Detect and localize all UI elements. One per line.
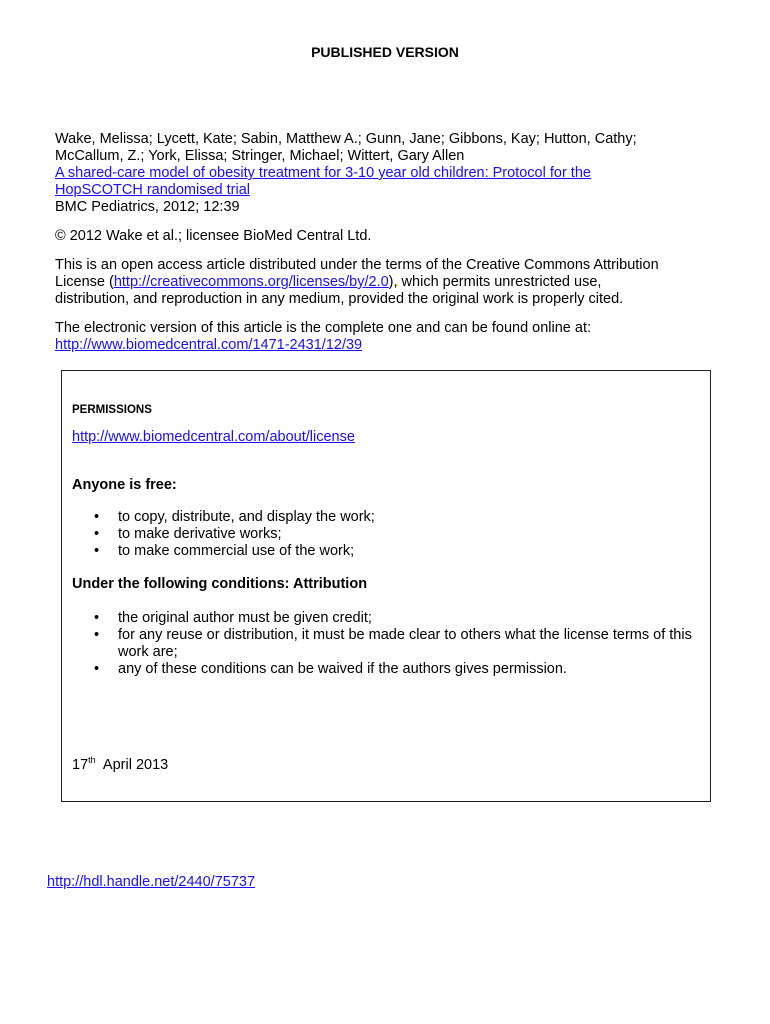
article-online-link[interactable]: http://www.biomedcentral.com/1471-2431/12/39 <box>55 337 363 353</box>
list-item-text: the original author must be given credit; <box>118 610 372 626</box>
bullet-icon: • <box>94 627 100 643</box>
anyone-is-free-heading: Anyone is free: <box>72 477 177 493</box>
license-line-2-after: ), which permits unrestricted use, <box>388 274 602 290</box>
conditions-heading: Under the following conditions: Attribution <box>72 576 368 592</box>
electronic-version-text: The electronic version of this article is the complete one and can be found online at: <box>55 320 592 336</box>
bullet-icon: • <box>94 526 100 542</box>
permissions-title: PERMISSIONS <box>72 404 152 416</box>
permission-date <box>72 757 168 774</box>
list-item <box>72 543 698 560</box>
license-line-3: distribution, and reproduction in any medium, provided the original work is properly cited. <box>55 291 624 307</box>
bullet-icon: • <box>94 610 100 626</box>
license-paragraph <box>55 257 735 308</box>
list-item <box>72 661 698 678</box>
conditions-list <box>72 610 698 678</box>
list-item <box>72 526 698 543</box>
handle-link[interactable]: http://hdl.handle.net/2440/75737 <box>47 874 256 890</box>
permissions-box <box>61 370 711 802</box>
date-day: 17 <box>72 757 89 773</box>
copyright-notice: © 2012 Wake et al.; licensee BioMed Central Ltd. <box>55 228 372 244</box>
list-item-text: to make commercial use of the work; <box>118 543 355 559</box>
authors-line-1: Wake, Melissa; Lycett, Kate; Sabin, Matthew A.; Gunn, Jane; Gibbons, Kay; Hutton, Cathy; <box>55 131 637 147</box>
free-rights-list <box>72 509 698 560</box>
list-item-text: any of these conditions can be waived if the authors gives permission. <box>118 661 567 677</box>
license-line-2-before: License ( <box>55 274 114 290</box>
list-item <box>72 627 698 661</box>
article-title-link[interactable] <box>55 165 735 199</box>
list-item-text: to make derivative works; <box>118 526 282 542</box>
list-item-text: to copy, distribute, and display the work; <box>118 509 375 525</box>
citation-block <box>55 131 735 216</box>
creative-commons-link[interactable]: http://creativecommons.org/licenses/by/2.0 <box>113 274 389 290</box>
bullet-icon: • <box>94 543 100 559</box>
page-heading: PUBLISHED VERSION <box>311 44 459 60</box>
journal-reference: BMC Pediatrics, 2012; 12:39 <box>55 199 240 215</box>
list-item <box>72 610 698 627</box>
bullet-icon: • <box>94 661 100 677</box>
authors-line-2: McCallum, Z.; York, Elissa; Stringer, Michael; Wittert, Gary Allen <box>55 148 465 164</box>
license-line-1: This is an open access article distributed under the terms of the Creative Commons Attribution <box>55 257 659 273</box>
list-item <box>72 509 698 526</box>
article-title-line-2[interactable]: HopSCOTCH randomised trial <box>55 182 251 198</box>
bullet-icon: • <box>94 509 100 525</box>
date-suffix: th <box>88 755 96 765</box>
article-title-line-1[interactable]: A shared-care model of obesity treatment for 3-10 year old children: Protocol for the <box>55 165 591 181</box>
license-info-link[interactable]: http://www.biomedcentral.com/about/license <box>72 429 355 445</box>
electronic-version-note <box>55 320 735 354</box>
license-line-2 <box>55 274 735 291</box>
list-item-text: for any reuse or distribution, it must be made clear to others what the license terms of this work are; <box>118 627 692 660</box>
date-month-year: April 2013 <box>102 757 169 773</box>
